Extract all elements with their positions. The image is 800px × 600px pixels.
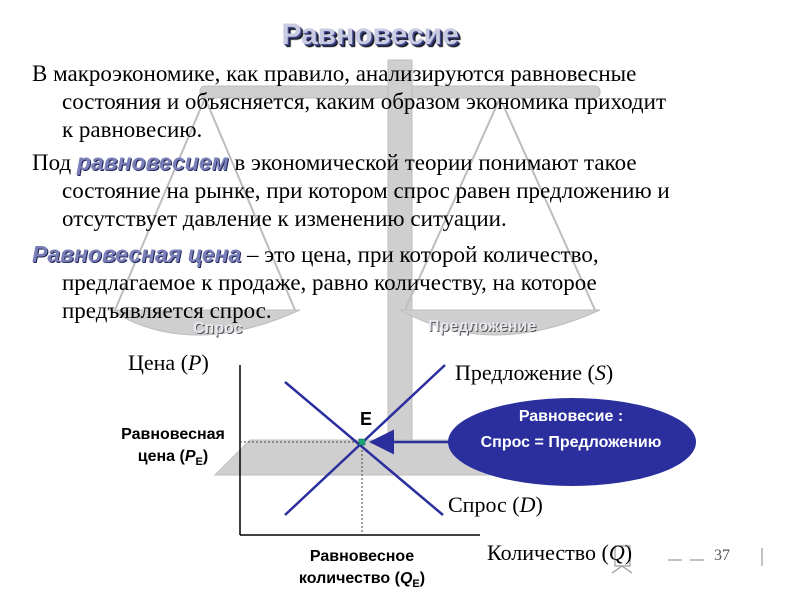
paragraph-line: предлагаемое к продаже, равно количеству, на которое — [62, 270, 597, 295]
demand-label-text: Спрос ( — [448, 492, 520, 517]
supply-symbol: S — [594, 360, 606, 385]
equilibrium-price-symbol: P — [184, 448, 196, 465]
page-number: 37 — [714, 547, 730, 564]
paragraph-line: состояния и объясняется, каким образом экономика приходит — [62, 89, 666, 114]
equilibrium-quantity-subscript: E — [412, 578, 420, 591]
demand-symbol: D — [519, 492, 536, 517]
paragraph-line: отсутствует давление к изменению ситуации. — [62, 206, 507, 231]
y-axis-label — [128, 350, 209, 376]
equilibrium-price-line2 — [108, 446, 238, 473]
demand-label — [448, 492, 543, 518]
scale-right-pan-label: Предложение — [428, 318, 537, 335]
scale-left-pan-label: Спрос — [193, 320, 243, 337]
x-axis-symbol: Q — [608, 540, 625, 565]
paragraph-line: предъявляется спрос. — [62, 298, 272, 323]
supply-label-text: Предложение ( — [455, 360, 595, 385]
equilibrium-price-text: цена ( — [137, 448, 185, 465]
y-axis-label-text: Цена ( — [128, 350, 189, 375]
equilibrium-price-line1: Равновесная — [121, 426, 225, 443]
equilibrium-quantity-text: количество ( — [298, 570, 400, 587]
paren: ) — [624, 540, 633, 565]
x-axis-label — [487, 540, 632, 566]
equilibrium-quantity-symbol: Q — [399, 570, 413, 587]
equilibrium-quantity-label — [282, 546, 442, 595]
equilibrium-quantity-line2 — [282, 568, 442, 595]
equilibrium-quantity-line1: Равновесное — [309, 548, 415, 565]
page-title: Равновесие — [281, 18, 459, 51]
paren: ) — [201, 350, 209, 375]
callout-line2: Спрос = Предложению — [480, 434, 662, 451]
equilibrium-price-label — [108, 424, 238, 473]
paragraph-prefix: Под — [32, 150, 77, 175]
demand-curve — [285, 382, 443, 515]
equilibrium-point-label: E — [360, 409, 373, 429]
callout-line1: Равновесие : — [518, 408, 624, 425]
paragraph-line: состояние на рынке, при котором спрос равен предложению и — [62, 178, 670, 203]
paragraph-line: к равновесию. — [62, 117, 203, 142]
term-equilibrium-price: Равновесная цена — [32, 241, 242, 267]
paren: ) — [202, 448, 209, 465]
y-axis-symbol: P — [188, 350, 202, 375]
equilibrium-point — [359, 439, 365, 445]
callout-text — [452, 404, 690, 456]
paragraph-suffix: в экономической теории понимают такое — [228, 150, 637, 175]
paren: ) — [419, 570, 426, 587]
term-equilibrium: равновесием — [76, 149, 229, 175]
paragraph-suffix: – это цена, при которой количество, — [241, 242, 599, 267]
supply-label — [455, 360, 613, 386]
paragraph-line: В макроэкономике, как правило, анализируются равновесные — [32, 61, 637, 86]
equilibrium-price-subscript: E — [195, 456, 203, 469]
paren: ) — [535, 492, 543, 517]
paren: ) — [605, 360, 614, 385]
corner-decoration — [612, 546, 762, 573]
x-axis-label-text: Количество ( — [487, 540, 609, 565]
